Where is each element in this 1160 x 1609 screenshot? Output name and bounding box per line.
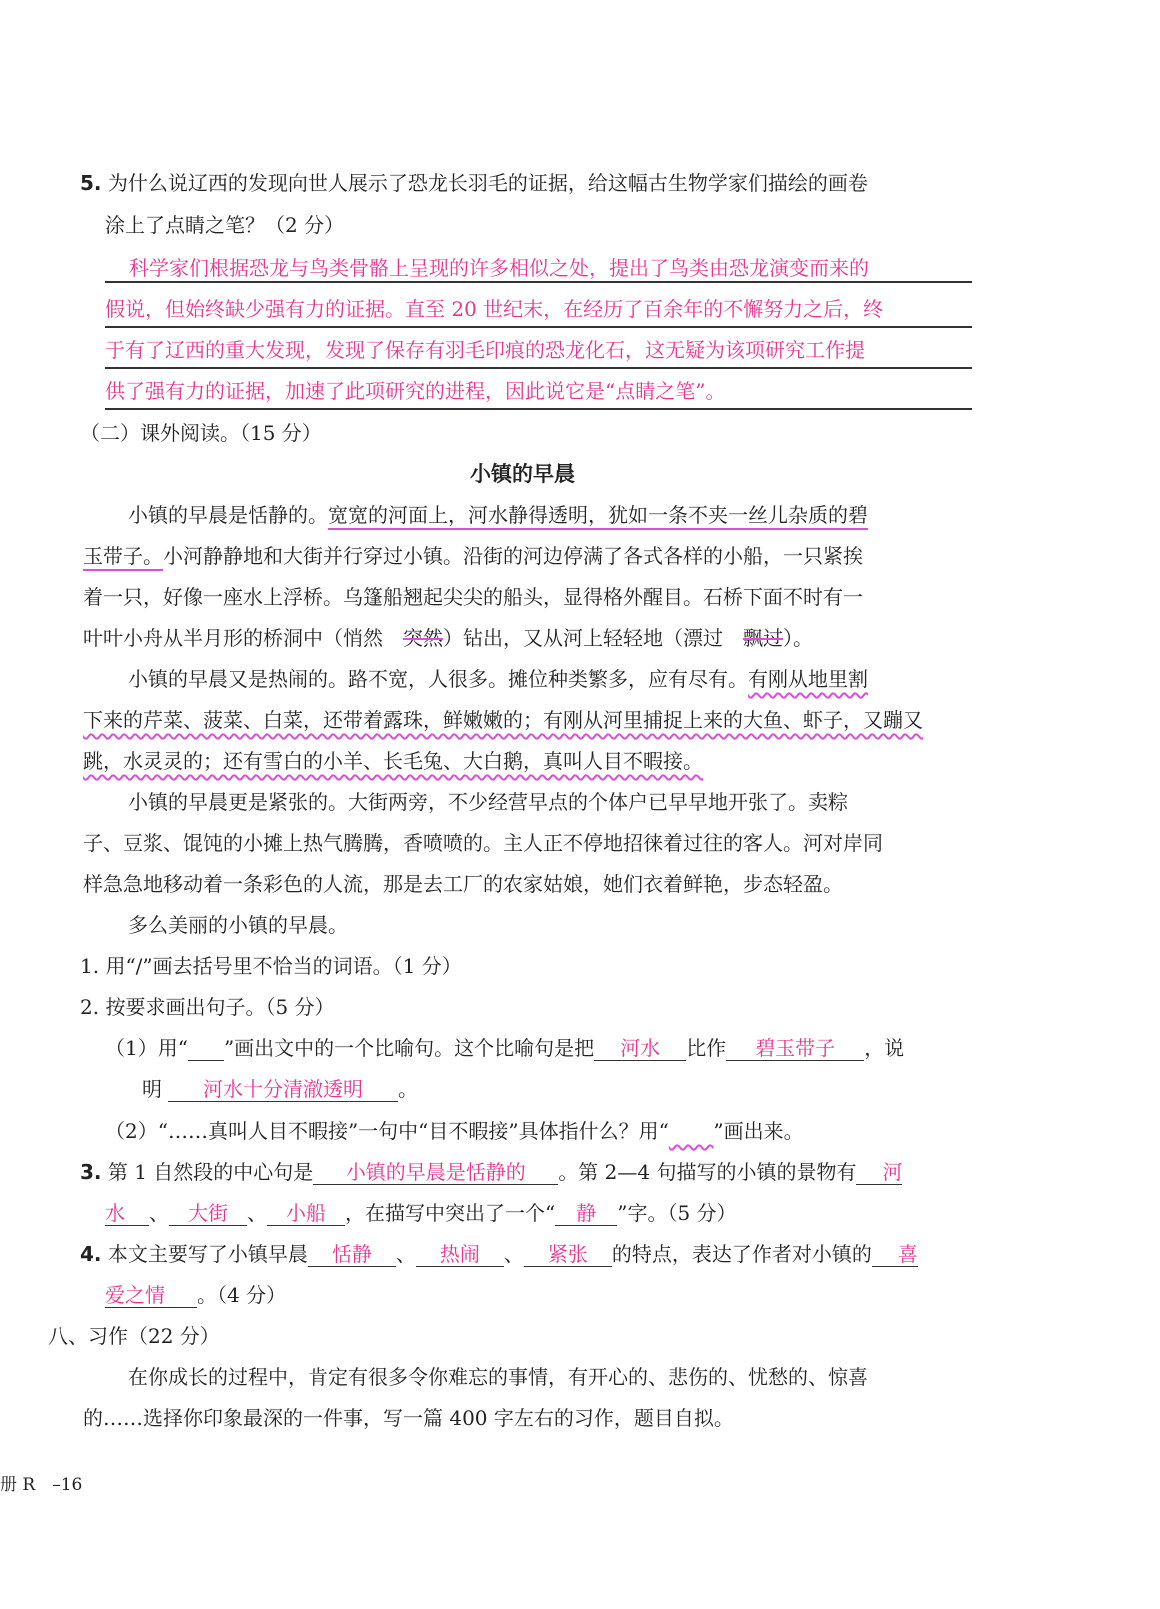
p1-line-1: 小镇的早晨是恬静的。宽宽的河面上，河水静得透明，犹如一条不夹一丝儿杂质的碧	[128, 503, 868, 527]
question-2-sub-2: （2）“……真叫人目不暇接”一句中“目不暇接”具体指什么？用“ ”画出来。	[105, 1119, 804, 1143]
answer-blank[interactable]: 静	[555, 1201, 617, 1226]
wavy-mark	[669, 1119, 714, 1143]
answer-blank[interactable]: 小船	[267, 1201, 345, 1226]
question-2-sub-1-cont: 明 河水十分清澈透明 。	[142, 1077, 418, 1101]
answer-blank[interactable]: 大街	[169, 1201, 247, 1226]
p3-line-1: 小镇的早晨更是紧张的。大街两旁，不少经营早点的个体户已早早地开张了。卖粽	[128, 790, 848, 814]
page-footer: 册 R –16	[0, 1475, 83, 1495]
p2-line-2: 下来的芹菜、菠菜、白菜，还带着露珠，鲜嫩嫩的；有刚从河里捕捉上来的大鱼、虾子，又蹦又	[83, 708, 923, 732]
p2-line-3: 跳，水灵灵的；还有雪白的小羊、长毛兔、大白鹅，真叫人目不暇接。	[83, 749, 703, 773]
answer-blank[interactable]: 河水十分清澈透明	[168, 1077, 398, 1102]
q5-answer-line-2: 假说，但始终缺少强有力的证据。直至 20 世纪末，在经历了百余年的不懈努力之后，终	[105, 296, 972, 328]
answer-blank[interactable]: 碧玉带子	[726, 1036, 864, 1061]
section-2-heading: （二）课外阅读。（15 分）	[80, 421, 322, 445]
p3-line-3: 样急急地移动着一条彩色的人流，那是去工厂的农家姑娘，她们衣着鲜艳，步态轻盈。	[83, 872, 843, 896]
p2-line-1: 小镇的早晨又是热闹的。路不宽，人很多。摊位种类繁多，应有尽有。有刚从地里割	[128, 667, 868, 691]
q5-line-2: 涂上了点睛之笔？（2 分）	[105, 213, 345, 237]
q5-line-1: 5. 为什么说辽西的发现向世人展示了恐龙长羽毛的证据，给这幅古生物学家们描绘的画卷	[80, 171, 868, 195]
struck-word-1: 突然	[403, 626, 443, 650]
underline-mark	[188, 1060, 224, 1061]
question-4-line-1: 4. 本文主要写了小镇早晨 恬静 、 热闹 、 紧张 的特点，表达了作者对小镇的 喜	[80, 1242, 918, 1266]
question-3-line-1: 3. 第 1 自然段的中心句是 小镇的早晨是恬静的 。第 2—4 句描写的小镇的景物有 河	[80, 1160, 903, 1184]
p1-line-2: 玉带子。小河静静地和大街并行穿过小镇。沿街的河边停满了各式各样的小船，一只紧挨	[83, 544, 863, 568]
composition-line-2: 的……选择你印象最深的一件事，写一篇 400 字左右的习作，题目自拟。	[83, 1406, 734, 1430]
answer-blank[interactable]: 紧张	[524, 1242, 612, 1267]
p1-line-3: 着一只，好像一座水上浮桥。乌篷船翘起尖尖的船头，显得格外醒目。石桥下面不时有一	[83, 585, 863, 609]
answer-blank[interactable]: 恬静	[308, 1242, 396, 1267]
answer-blank[interactable]: 小镇的早晨是恬静的	[313, 1160, 558, 1185]
answer-blank[interactable]: 水	[105, 1201, 149, 1226]
q5-answer-line-3: 于有了辽西的重大发现，发现了保存有羽毛印痕的恐龙化石，这无疑为该项研究工作提	[105, 337, 972, 369]
answer-blank[interactable]: 河水	[594, 1036, 686, 1061]
question-4-line-2: 爱之情 。（4 分）	[105, 1283, 287, 1307]
answer-blank[interactable]: 河	[856, 1160, 902, 1185]
p1-line-4: 叶叶小舟从半月形的桥洞中（悄然 突然）钻出，又从河上轻轻地（漂过 飘过）。	[83, 626, 813, 650]
passage-title: 小镇的早晨	[470, 462, 575, 486]
p4-line: 多么美丽的小镇的早晨。	[128, 913, 348, 937]
composition-line-1: 在你成长的过程中，肯定有很多令你难忘的事情，有开心的、悲伤的、忧愁的、惊喜	[128, 1365, 868, 1389]
question-3-line-2: 水 、 大街 、 小船 ，在描写中突出了一个“ 静 ”字。（5 分）	[105, 1201, 737, 1225]
answer-blank[interactable]: 爱之情	[105, 1283, 197, 1308]
q5-answer-line-4: 供了强有力的证据，加速了此项研究的进程，因此说它是“点睛之笔”。	[105, 378, 972, 410]
p3-line-2: 子、豆浆、馄饨的小摊上热气腾腾，香喷喷的。主人正不停地招徕着过往的客人。河对岸同	[83, 831, 883, 855]
answer-blank[interactable]: 喜	[872, 1242, 918, 1267]
q5-text: 为什么说辽西的发现向世人展示了恐龙长羽毛的证据，给这幅古生物学家们描绘的画卷	[101, 171, 868, 195]
q5-answer-line-1: 科学家们根据恐龙与鸟类骨骼上呈现的许多相似之处，提出了鸟类由恐龙演变而来的	[105, 255, 972, 283]
struck-word-2: 飘过	[743, 626, 783, 650]
question-2-heading: 2. 按要求画出句子。（5 分）	[80, 995, 335, 1019]
section-8-heading: 八、习作（22 分）	[48, 1324, 220, 1348]
answer-blank[interactable]: 热闹	[416, 1242, 504, 1267]
question-1: 1. 用“/”画去括号里不恰当的词语。（1 分）	[80, 954, 462, 978]
question-2-sub-1: （1）用“ ”画出文中的一个比喻句。这个比喻句是把 河水 比作 碧玉带子 ，说	[105, 1036, 905, 1060]
